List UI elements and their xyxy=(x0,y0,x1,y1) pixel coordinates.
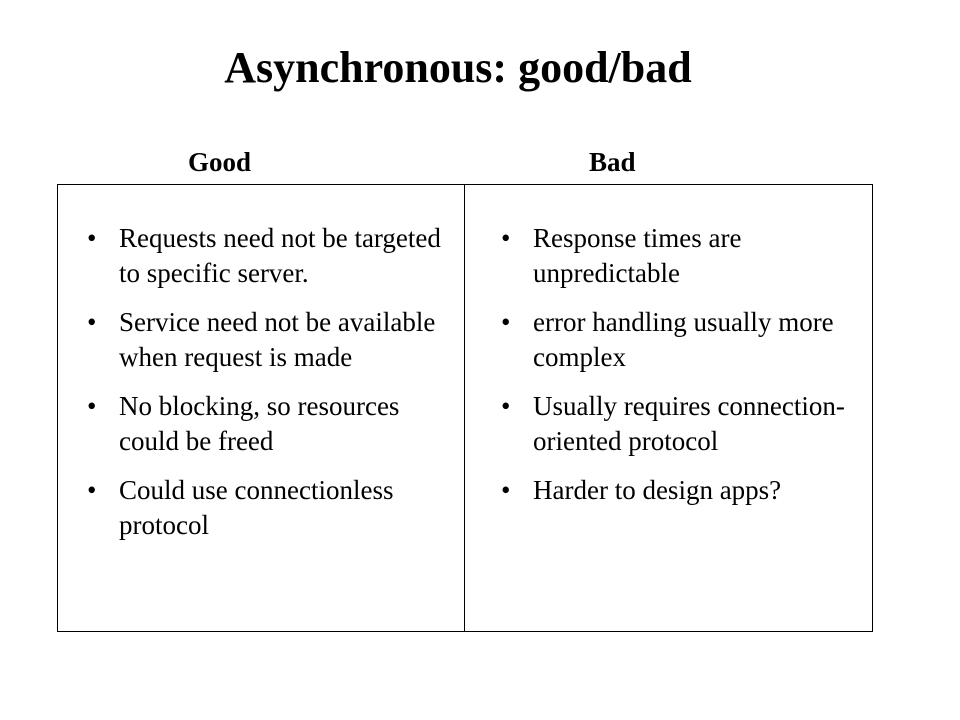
bad-bullet-list xyxy=(496,221,852,522)
bad-bullet-text: Harder to design apps? xyxy=(533,475,782,505)
good-column-heading: Good xyxy=(188,147,252,177)
bad-bullet-text: Usually requires connection-oriented protocol xyxy=(533,391,845,456)
good-bullet-item xyxy=(82,305,454,375)
bullet-icon: • xyxy=(87,391,97,421)
bullet-icon: • xyxy=(501,307,511,337)
bad-bullet-item xyxy=(496,305,852,375)
good-bullet-list xyxy=(82,221,454,557)
good-bullet-text: Requests need not be targeted to specific server. xyxy=(119,223,441,288)
bullet-icon: • xyxy=(87,223,97,253)
bad-bullet-text: Response times are unpredictable xyxy=(533,223,742,288)
bullet-icon: • xyxy=(501,223,511,253)
bullet-icon: • xyxy=(501,391,511,421)
good-bullet-item xyxy=(82,389,454,459)
good-bullet-item xyxy=(82,221,454,291)
good-bullet-item xyxy=(82,473,454,543)
bad-bullet-item xyxy=(496,473,852,508)
comparison-table xyxy=(57,184,873,632)
bad-bullet-item xyxy=(496,389,852,459)
slide-title: Asynchronous: good/bad xyxy=(224,43,692,92)
bad-column-heading: Bad xyxy=(589,147,636,177)
bullet-icon: • xyxy=(87,307,97,337)
bad-bullet-item xyxy=(496,221,852,291)
bullet-icon: • xyxy=(87,475,97,505)
bullet-icon: • xyxy=(501,475,511,505)
column-divider xyxy=(464,185,465,631)
good-bullet-text: Service need not be available when request is made xyxy=(119,307,436,372)
bad-bullet-text: error handling usually more complex xyxy=(533,307,834,372)
good-bullet-text: No blocking, so resources could be freed xyxy=(119,391,400,456)
good-bullet-text: Could use connectionless protocol xyxy=(119,475,394,540)
